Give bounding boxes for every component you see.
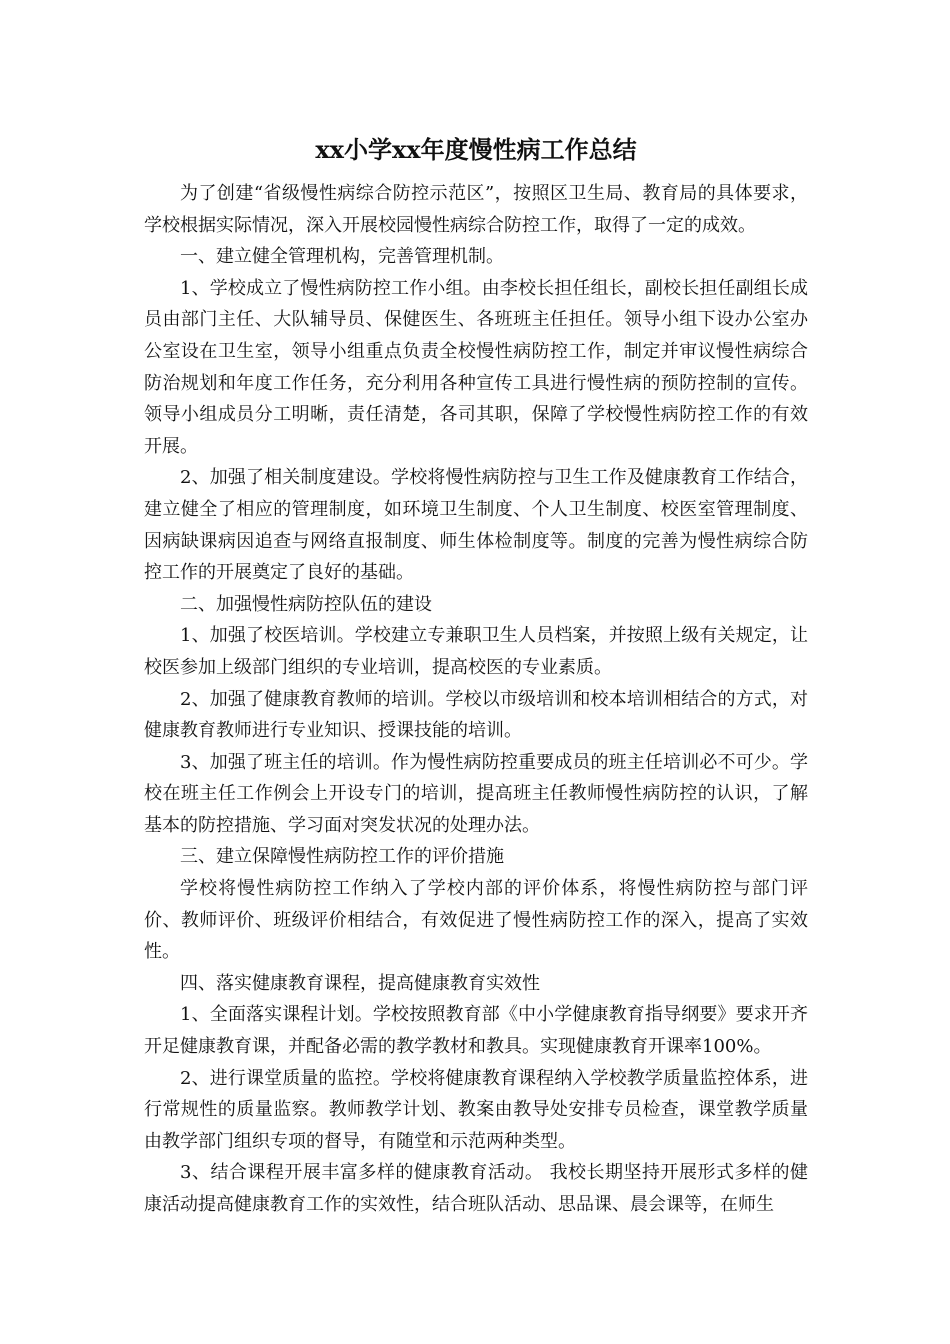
paragraph: 1、加强了校医培训。学校建立专兼职卫生人员档案，并按照上级有关规定，让校医参加上级部门组织的专业培训，提高校医的专业素质。 xyxy=(144,625,808,678)
paragraph: 3、结合课程开展丰富多样的健康教育活动。 我校长期坚持开展形式多样的健康活动提高健康教育工作的实效性，结合班队活动、思品课、晨会课等，在师生 xyxy=(144,1162,808,1215)
document-title: xx小学xx年度慢性病工作总结 xyxy=(315,135,637,164)
intro-paragraph: 为了创建“省级慢性病综合防控示范区”，按照区卫生局、教育局的具体要求，学校根据实际情况，深入开展校园慢性病综合防控工作，取得了一定的成效。 xyxy=(144,183,808,236)
paragraph: 2、加强了健康教育教师的培训。学校以市级培训和校本培训相结合的方式，对健康教育教师进行专业知识、授课技能的培训。 xyxy=(144,688,808,742)
document-body xyxy=(144,128,808,1221)
paragraph: 1、全面落实课程计划。学校按照教育部《中小学健康教育指导纲要》要求开齐开足健康教育课，并配备必需的教学教材和教具。实现健康教育开课率100%。 xyxy=(144,1004,808,1058)
section-heading-3: 三、建立保障慢性病防控工作的评价措施 xyxy=(180,846,504,868)
section-heading-1: 一、建立健全管理机构，完善管理机制。 xyxy=(180,246,504,268)
paragraph: 2、加强了相关制度建设。学校将慢性病防控与卫生工作及健康教育工作结合，建立健全了相应的管理制度，如环境卫生制度、个人卫生制度、校医室管理制度、因病缺课病因追查与网络直报制度、师生体检制度等。制度的完善为慢性病综合防控工作的开展奠定了良好的基础。 xyxy=(144,467,808,584)
paragraph: 3、加强了班主任的培训。作为慢性病防控重要成员的班主任培训必不可少。学校在班主任工作例会上开设专门的培训，提高班主任教师慢性病防控的认识，了解基本的防控措施、学习面对突发状况的处理办法。 xyxy=(144,751,808,836)
section-heading-2: 二、加强慢性病防控队伍的建设 xyxy=(180,593,432,615)
paragraph: 学校将慢性病防控工作纳入了学校内部的评价体系，将慢性病防控与部门评价、教师评价、班级评价相结合，有效促进了慢性病防控工作的深入，提高了实效性。 xyxy=(144,878,808,963)
paragraph: 1、学校成立了慢性病防控工作小组。由李校长担任组长，副校长担任副组长成员由部门主任、大队辅导员、保健医生、各班班主任担任。领导小组下设办公室办公室设在卫生室，领导小组重点负责全校慢性病防控工作，制定并审议慢性病综合防治规划和年度工作任务，充分利用各种宣传工具进行慢性病的预防控制的宣传。领导小组成员分工明晰，责任清楚，各司其职，保障了学校慢性病防控工作的有效开展。 xyxy=(144,277,808,457)
paragraph: 2、进行课堂质量的监控。学校将健康教育课程纳入学校教学质量监控体系，进行常规性的质量监察。教师教学计划、教案由教导处安排专员检查，课堂教学质量由教学部门组织专项的督导，有随堂和示范两种类型。 xyxy=(144,1067,808,1152)
section-heading-4: 四、落实健康教育课程，提高健康教育实效性 xyxy=(180,972,540,994)
